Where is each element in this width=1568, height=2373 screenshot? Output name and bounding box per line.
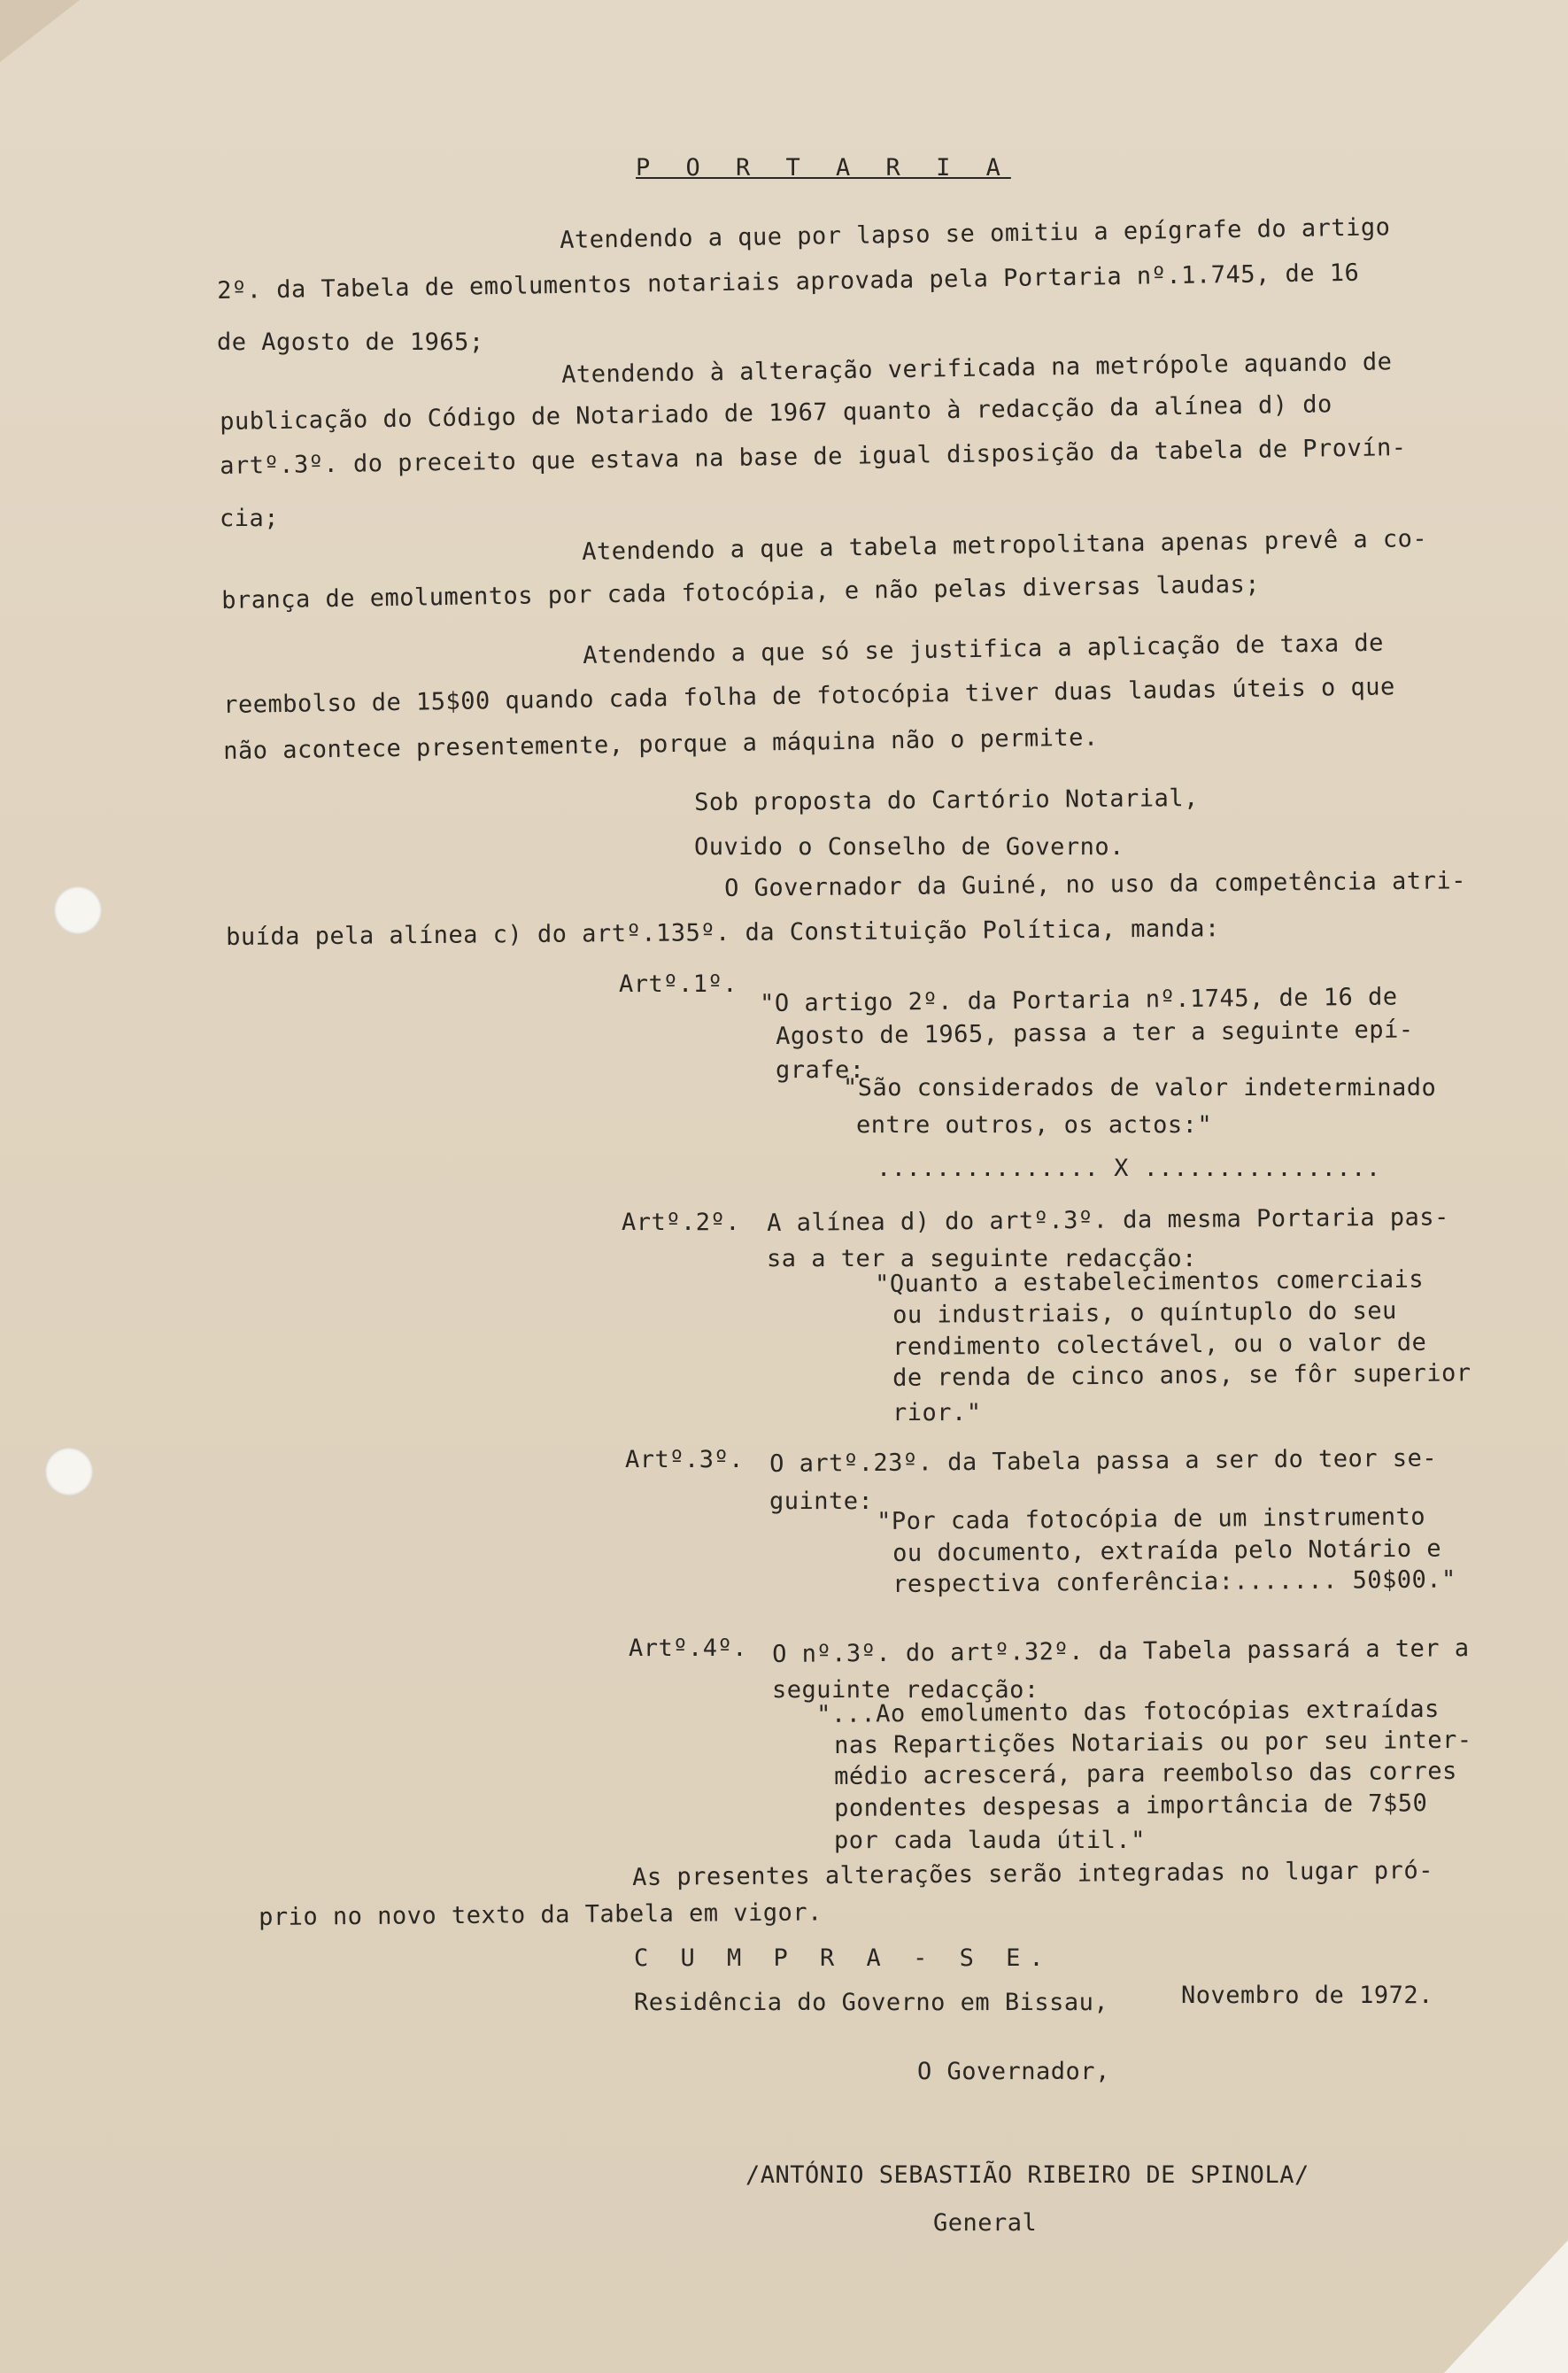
paragraph-4-line-1: Atendendo a que só se justifica a aplicação de taxa de — [582, 629, 1385, 669]
article-3-line-1: O artº.23º. da Tabela passa a ser do teor se- — [769, 1444, 1438, 1478]
article-1-line-3: grafe: — [776, 1056, 865, 1084]
governor-salutation: O Governador, — [917, 2058, 1110, 2085]
paragraph-4-line-3: não acontece presentemente, porque a máquina não o permite. — [222, 723, 1099, 765]
paragraph-1-line-2: 2º. da Tabela de emolumentos notariais aprovada pela Portaria nº.1.745, de 16 — [216, 259, 1360, 305]
paragraph-3-line-1: Atendendo a que a tabela metropolitana apenas prevê a co- — [581, 524, 1428, 566]
article-2-line-1: A alínea d) do artº.3º. da mesma Portaria pas- — [766, 1203, 1449, 1237]
paragraph-3-line-2: brança de emolumentos por cada fotocópia, e não pelas diversas laudas; — [220, 570, 1261, 615]
article-2-quote-line-5: rior." — [892, 1399, 982, 1426]
folded-corner-bottom — [1444, 2240, 1568, 2373]
article-3-line-2: guinte: — [769, 1488, 874, 1515]
article-3-quote-line-3: respectiva conferência:....... 50$00." — [892, 1565, 1456, 1598]
paragraph-2-line-2: publicação do Código de Notariado de 1967 quanto à redacção da alínea d) do — [219, 390, 1332, 436]
article-3-heading: Artº.3º. — [625, 1446, 745, 1473]
signing-date: Novembro de 1972. — [1181, 1982, 1433, 2009]
paragraph-2-line-1: Atendendo à alteração verificada na metrópole aquando de — [560, 348, 1393, 389]
governador-line-1: O Governador da Guiné, no uso da competência atri- — [723, 867, 1467, 902]
article-4-heading: Artº.4º. — [629, 1635, 748, 1662]
cumpra-se: C U M P R A - S E. — [634, 1944, 1053, 1972]
closing-line-2: prio no novo texto da Tabela em vigor. — [258, 1898, 823, 1931]
article-1-quote-line-1: "São considerados de valor indeterminado — [843, 1074, 1437, 1101]
paragraph-4-line-2: reembolso de 15$00 quando cada folha de fotocópia tiver duas laudas úteis o que — [222, 673, 1395, 719]
folded-corner-top — [0, 0, 80, 62]
article-3-quote-line-1: "Por cada fotocópia de um instrumento — [876, 1503, 1426, 1535]
closing-line-1: As presentes alterações serão integradas no lugar pró- — [631, 1857, 1434, 1891]
punch-hole-lower — [45, 1448, 93, 1496]
article-1-quote-line-2: entre outros, os actos:" — [856, 1111, 1213, 1139]
article-4-line-1: O nº.3º. do artº.32º. da Tabela passará a ter a — [771, 1635, 1470, 1668]
article-1-heading: Artº.1º. — [619, 970, 738, 998]
article-4-quote-line-4: pondentes despesas a importância de 7$50 — [833, 1789, 1428, 1822]
article-4-quote-line-5: por cada lauda útil." — [834, 1827, 1146, 1854]
article-1-line-2: Agosto de 1965, passa a ter a seguinte epí- — [775, 1016, 1414, 1050]
article-2-quote-line-1: "Quanto a estabelecimentos comerciais — [874, 1265, 1425, 1298]
article-2-quote-line-4: de renda de cinco anos, se fôr superior — [892, 1359, 1471, 1392]
governor-rank: General — [933, 2209, 1038, 2237]
article-4-line-2: seguinte redacção: — [772, 1676, 1039, 1704]
article-4-quote-line-3: médio acrescerá, para reembolso das corres — [833, 1757, 1457, 1790]
paragraph-1-line-1: Atendendo a que por lapso se omitiu a epígrafe do artigo — [559, 213, 1391, 254]
paragraph-2-line-4: cia; — [220, 505, 280, 532]
article-3-quote-line-2: ou documento, extraída pelo Notário e — [892, 1534, 1442, 1567]
article-4-quote-line-1: "...Ao emolumento das fotocópias extraídas — [815, 1695, 1440, 1728]
document-title: P O R T A R I A — [636, 154, 1011, 182]
article-2-heading: Artº.2º. — [622, 1209, 741, 1236]
considerando-conselho: Ouvido o Conselho de Governo. — [694, 833, 1124, 861]
considerando-proposta: Sob proposta do Cartório Notarial, — [693, 785, 1199, 816]
signing-place: Residência do Governo em Bissau, — [634, 1989, 1109, 2016]
governor-name: /ANTÓNIO SEBASTIÃO RIBEIRO DE SPINOLA/ — [745, 2161, 1309, 2189]
article-2-line-2: sa a ter a seguinte redacção: — [767, 1245, 1197, 1272]
article-2-quote-line-2: ou industriais, o quíntuplo do seu — [892, 1297, 1397, 1329]
governador-line-2: buída pela alínea c) do artº.135º. da Constituição Política, manda: — [225, 915, 1220, 951]
paragraph-1-line-3: de Agosto de 1965; — [217, 329, 484, 356]
article-4-quote-line-2: nas Repartições Notariais ou por seu inter- — [833, 1726, 1472, 1759]
paragraph-2-line-3: artº.3º. do preceito que estava na base de igual disposição da tabela de Provín- — [219, 433, 1407, 480]
article-1-separator: ............... X ................ — [877, 1155, 1381, 1182]
punch-hole-upper — [54, 886, 102, 934]
article-1-line-1: "O artigo 2º. da Portaria nº.1745, de 16 de — [759, 983, 1398, 1017]
article-2-quote-line-3: rendimento colectável, ou o valor de — [892, 1328, 1427, 1361]
